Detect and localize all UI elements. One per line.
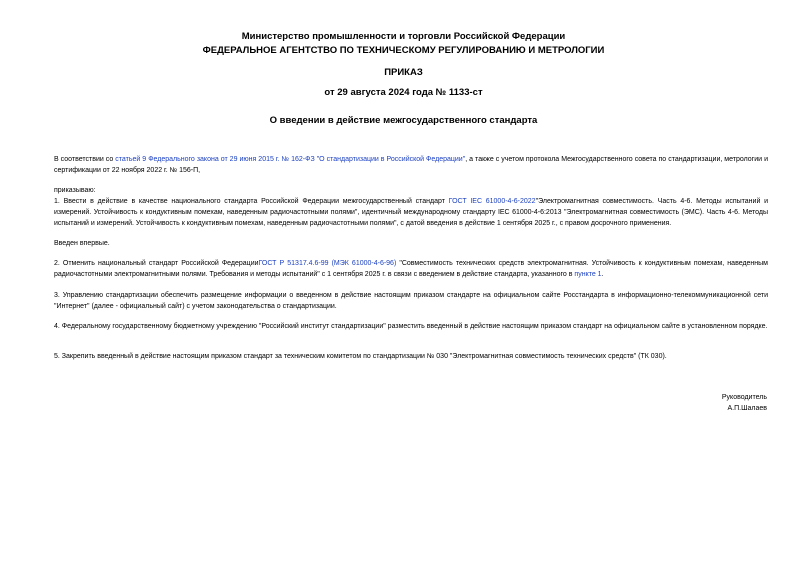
intro-text-end: , а также с учетом протокола Межгосударственного совета по стандартизации, метрологии и сертификации от 22 ноября 2022 г. № 156-П, [54,156,768,174]
ministry-name: Министерство промышленности и торговли Российской Федерации [241,31,566,42]
item-1-paragraph [54,196,768,229]
item-1-reference-link[interactable]: пункте 1 [574,271,602,278]
document-title: О введении в действие межгосударственного стандарта [269,115,538,126]
introduced-first-note: Введен впервые. [54,240,110,247]
order-word: приказываю: [54,187,96,194]
signature-block [722,392,767,414]
item-2-text-middle: "Совместимость технических средств электромагнитная. Устойчивость к кондуктивным помехам, наведенным радиочастотными электромагнитными полями. Требования и методы испытаний" с 1 сентября 2025 г. в связи с введением в действие стандарта, указанного в [54,260,768,278]
item-5-paragraph: 5. Закрепить введенный в действие настоящим приказом стандарт за техническим комитетом по стандартизации № 030 "Электромагнитная совместимость технических средств" (ТК 030). [54,353,667,360]
item-2-text-start: 2. Отменить национальный стандарт Российской Федерации [54,260,259,267]
gost-iec-61000-4-6-link[interactable]: ГОСТ IEC 61000-4-6-2022 [448,198,536,205]
document-type: ПРИКАЗ [384,67,423,78]
law-link[interactable]: статьей 9 Федерального закона от 29 июня 2015 г. № 162-ФЗ "О стандартизации в Российской Федерации" [115,156,466,163]
item-2-paragraph [54,258,768,280]
signatory-role: Руководитель [721,394,767,401]
item-1-text-start: 1. Ввести в действие в качестве национального стандарта Российской Федерации межгосударственный стандарт [54,198,449,205]
signatory-name: А.П.Шалаев [727,405,767,412]
item-4-paragraph: 4. Федеральному государственному бюджетному учреждению "Российский институт стандартизации" разместить введенный в действие настоящим приказом стандарт на официальном сайте в установленном порядке. [54,323,768,330]
document-date-number: от 29 августа 2024 года № 1133-ст [324,87,483,98]
intro-paragraph [54,154,768,176]
agency-name: ФЕДЕРАЛЬНОЕ АГЕНТСТВО ПО ТЕХНИЧЕСКОМУ РЕГУЛИРОВАНИЮ И МЕТРОЛОГИИ [202,45,605,56]
item-1-text-end: "Электромагнитная совместимость. Часть 4-6. Методы испытаний и измерений. Устойчивость к кондуктивным помехам, наведенным радиочастотными полями", идентичный международному стандарту IEC 61000-4-6:2013 "Электромагнитная совместимость (ЭМС). Часть 4-6. Методы испытаний и измерений. Устойчивость к кондуктивным помехам, наведенным радиочастотными полями", с датой введения в действие 1 сентября 2025 г., с правом досрочного применения. [54,198,768,227]
item-3-paragraph: 3. Управлению стандартизации обеспечить размещение информации о введенном в действие настоящим приказом стандарте на официальном сайте Росстандарта в информационно-телекоммуникационной сети "Интернет" (далее - официальный сайт) с учетом законодательства о стандартизации. [54,292,768,310]
intro-text-start: В соответствии со [54,156,116,163]
gost-r-51317-link[interactable]: ГОСТ Р 51317.4.6-99 (МЭК 61000-4-6-96) [258,260,397,267]
item-2-text-end: . [601,271,604,278]
